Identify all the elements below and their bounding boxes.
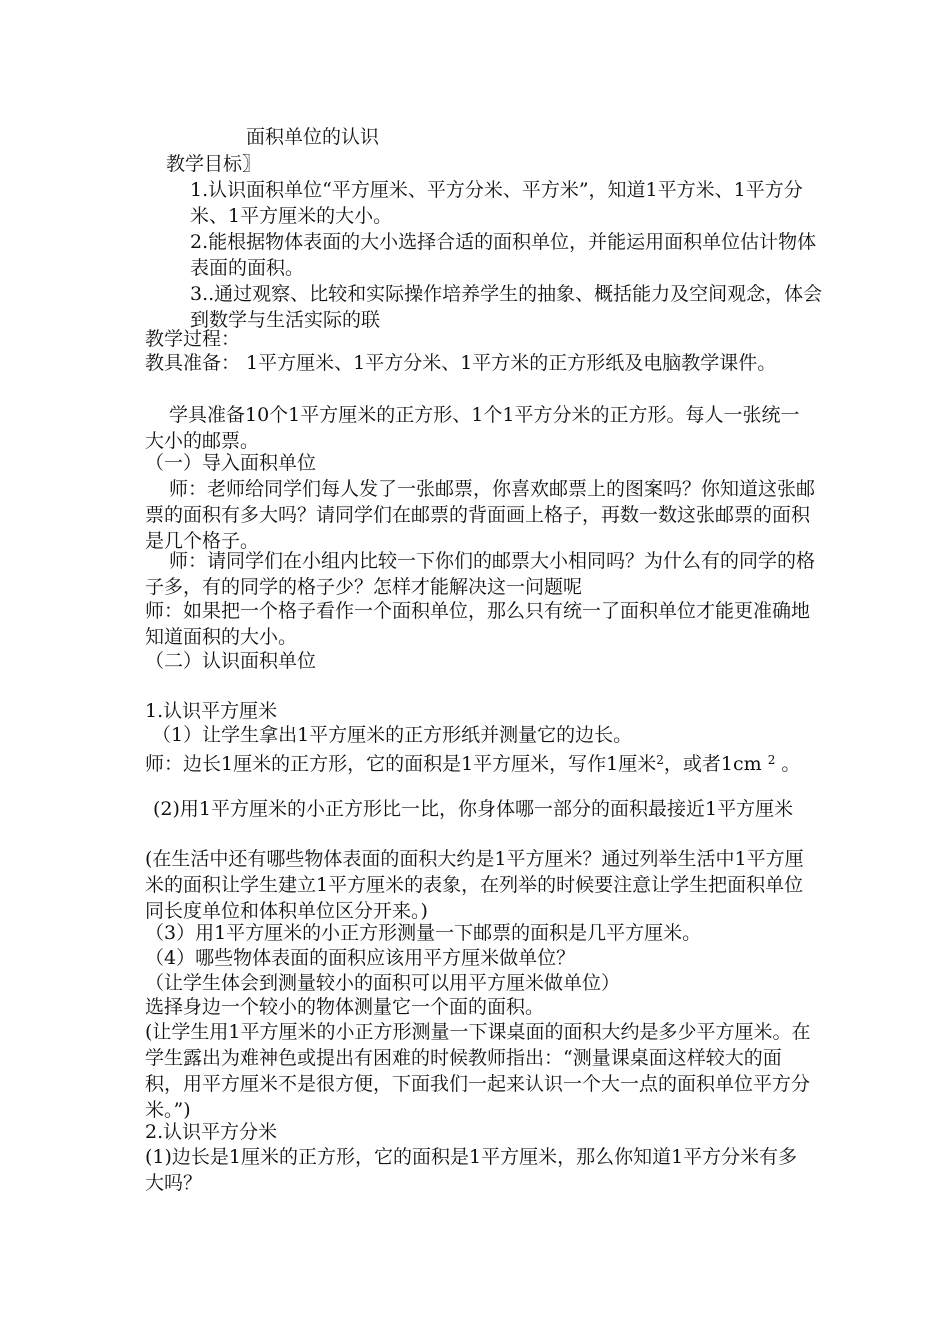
- note-text-c: 。: [775, 753, 801, 775]
- superscript: 2: [767, 753, 776, 767]
- section-1-heading: （一）导入面积单位: [145, 452, 317, 474]
- teacher-note-square-cm: [145, 747, 815, 777]
- note-text-b: ，或者1cm: [663, 753, 768, 775]
- item-4-note: （让学生体会到测量较小的面积可以用平方厘米做单位）: [145, 972, 621, 994]
- subsection-1-heading: 1.认识平方厘米: [145, 700, 278, 722]
- activity-line: 选择身边一个较小的物体测量它一个面的面积。: [145, 996, 545, 1018]
- goal-3: 3..通过观察、比较和实际操作培养学生的抽象、概括能力及空间观念，体会到数学与生活实际的联: [190, 283, 823, 331]
- superscript: 2: [656, 753, 664, 767]
- process-heading: 教学过程：: [145, 328, 241, 350]
- section-2-heading: （二）认识面积单位: [145, 650, 317, 672]
- item-4: （4）哪些物体表面的面积应该用平方厘米做单位？: [145, 947, 576, 969]
- item-2-note: (在生活中还有哪些物体表面的面积大约是1平方厘米？通过列举生活中1平方厘米的面积让学生建立1平方厘米的表象，在列举的时候要注意让学生把面积单位同长度单位和体积单位区分开来。): [145, 848, 804, 922]
- section-1-paragraph-3: 师：如果把一个格子看作一个面积单位，那么只有统一了面积单位才能更准确地知道面积的大小。: [145, 600, 811, 648]
- student-tools: 学具准备10个1平方厘米的正方形、1个1平方分米的正方形。每人一张统一大小的邮票。: [145, 404, 800, 452]
- subsection-2-heading: 2.认识平方分米: [145, 1121, 278, 1143]
- note-text-a: 师：边长1厘米的正方形，它的面积是1平方厘米，写作1厘米: [145, 753, 657, 775]
- section-1-paragraph-2: 师：请同学们在小组内比较一下你们的邮票大小相同吗？为什么有的同学的格子多，有的同学的格子少？怎样才能解决这一问题呢: [145, 550, 816, 598]
- item-3: （3）用1平方厘米的小正方形测量一下邮票的面积是几平方厘米。: [145, 922, 702, 944]
- item-2: (2)用1平方厘米的小正方形比一比，你身体哪一部分的面积最接近1平方厘米: [153, 798, 794, 820]
- goal-1: 1.认识面积单位“平方厘米、平方分米、平方米”，知道1平方米、1平方分米、1平方厘米的大小。: [190, 179, 803, 227]
- activity-note: (让学生用1平方厘米的小正方形测量一下课桌面的面积大约是多少平方厘米。在学生露出为难神色或提出有困难的时候教师指出：“测量课桌面这样较大的面积，用平方厘米不是很方便，下面我们一起来认识一个大一点的面积单位平方分米。”): [145, 1021, 811, 1121]
- teacher-tools: 教具准备： 1平方厘米、1平方分米、1平方米的正方形纸及电脑教学课件。: [145, 352, 777, 374]
- document-title: 面积单位的认识: [246, 126, 380, 148]
- section-1-paragraph-1: 师：老师给同学们每人发了一张邮票，你喜欢邮票上的图案吗？你知道这张邮票的面积有多大吗？请同学们在邮票的背面画上格子，再数一数这张邮票的面积是几个格子。: [145, 478, 816, 552]
- goal-2: 2.能根据物体表面的大小选择合适的面积单位，并能运用面积单位估计物体表面的面积。: [190, 231, 817, 279]
- item-1: （1）让学生拿出1平方厘米的正方形纸并测量它的边长。: [152, 724, 633, 746]
- subsection-2-item-1: (1)边长是1厘米的正方形，它的面积是1平方厘米，那么你知道1平方分米有多大吗？: [145, 1146, 798, 1194]
- goals-heading: 教学目标〗: [166, 153, 262, 175]
